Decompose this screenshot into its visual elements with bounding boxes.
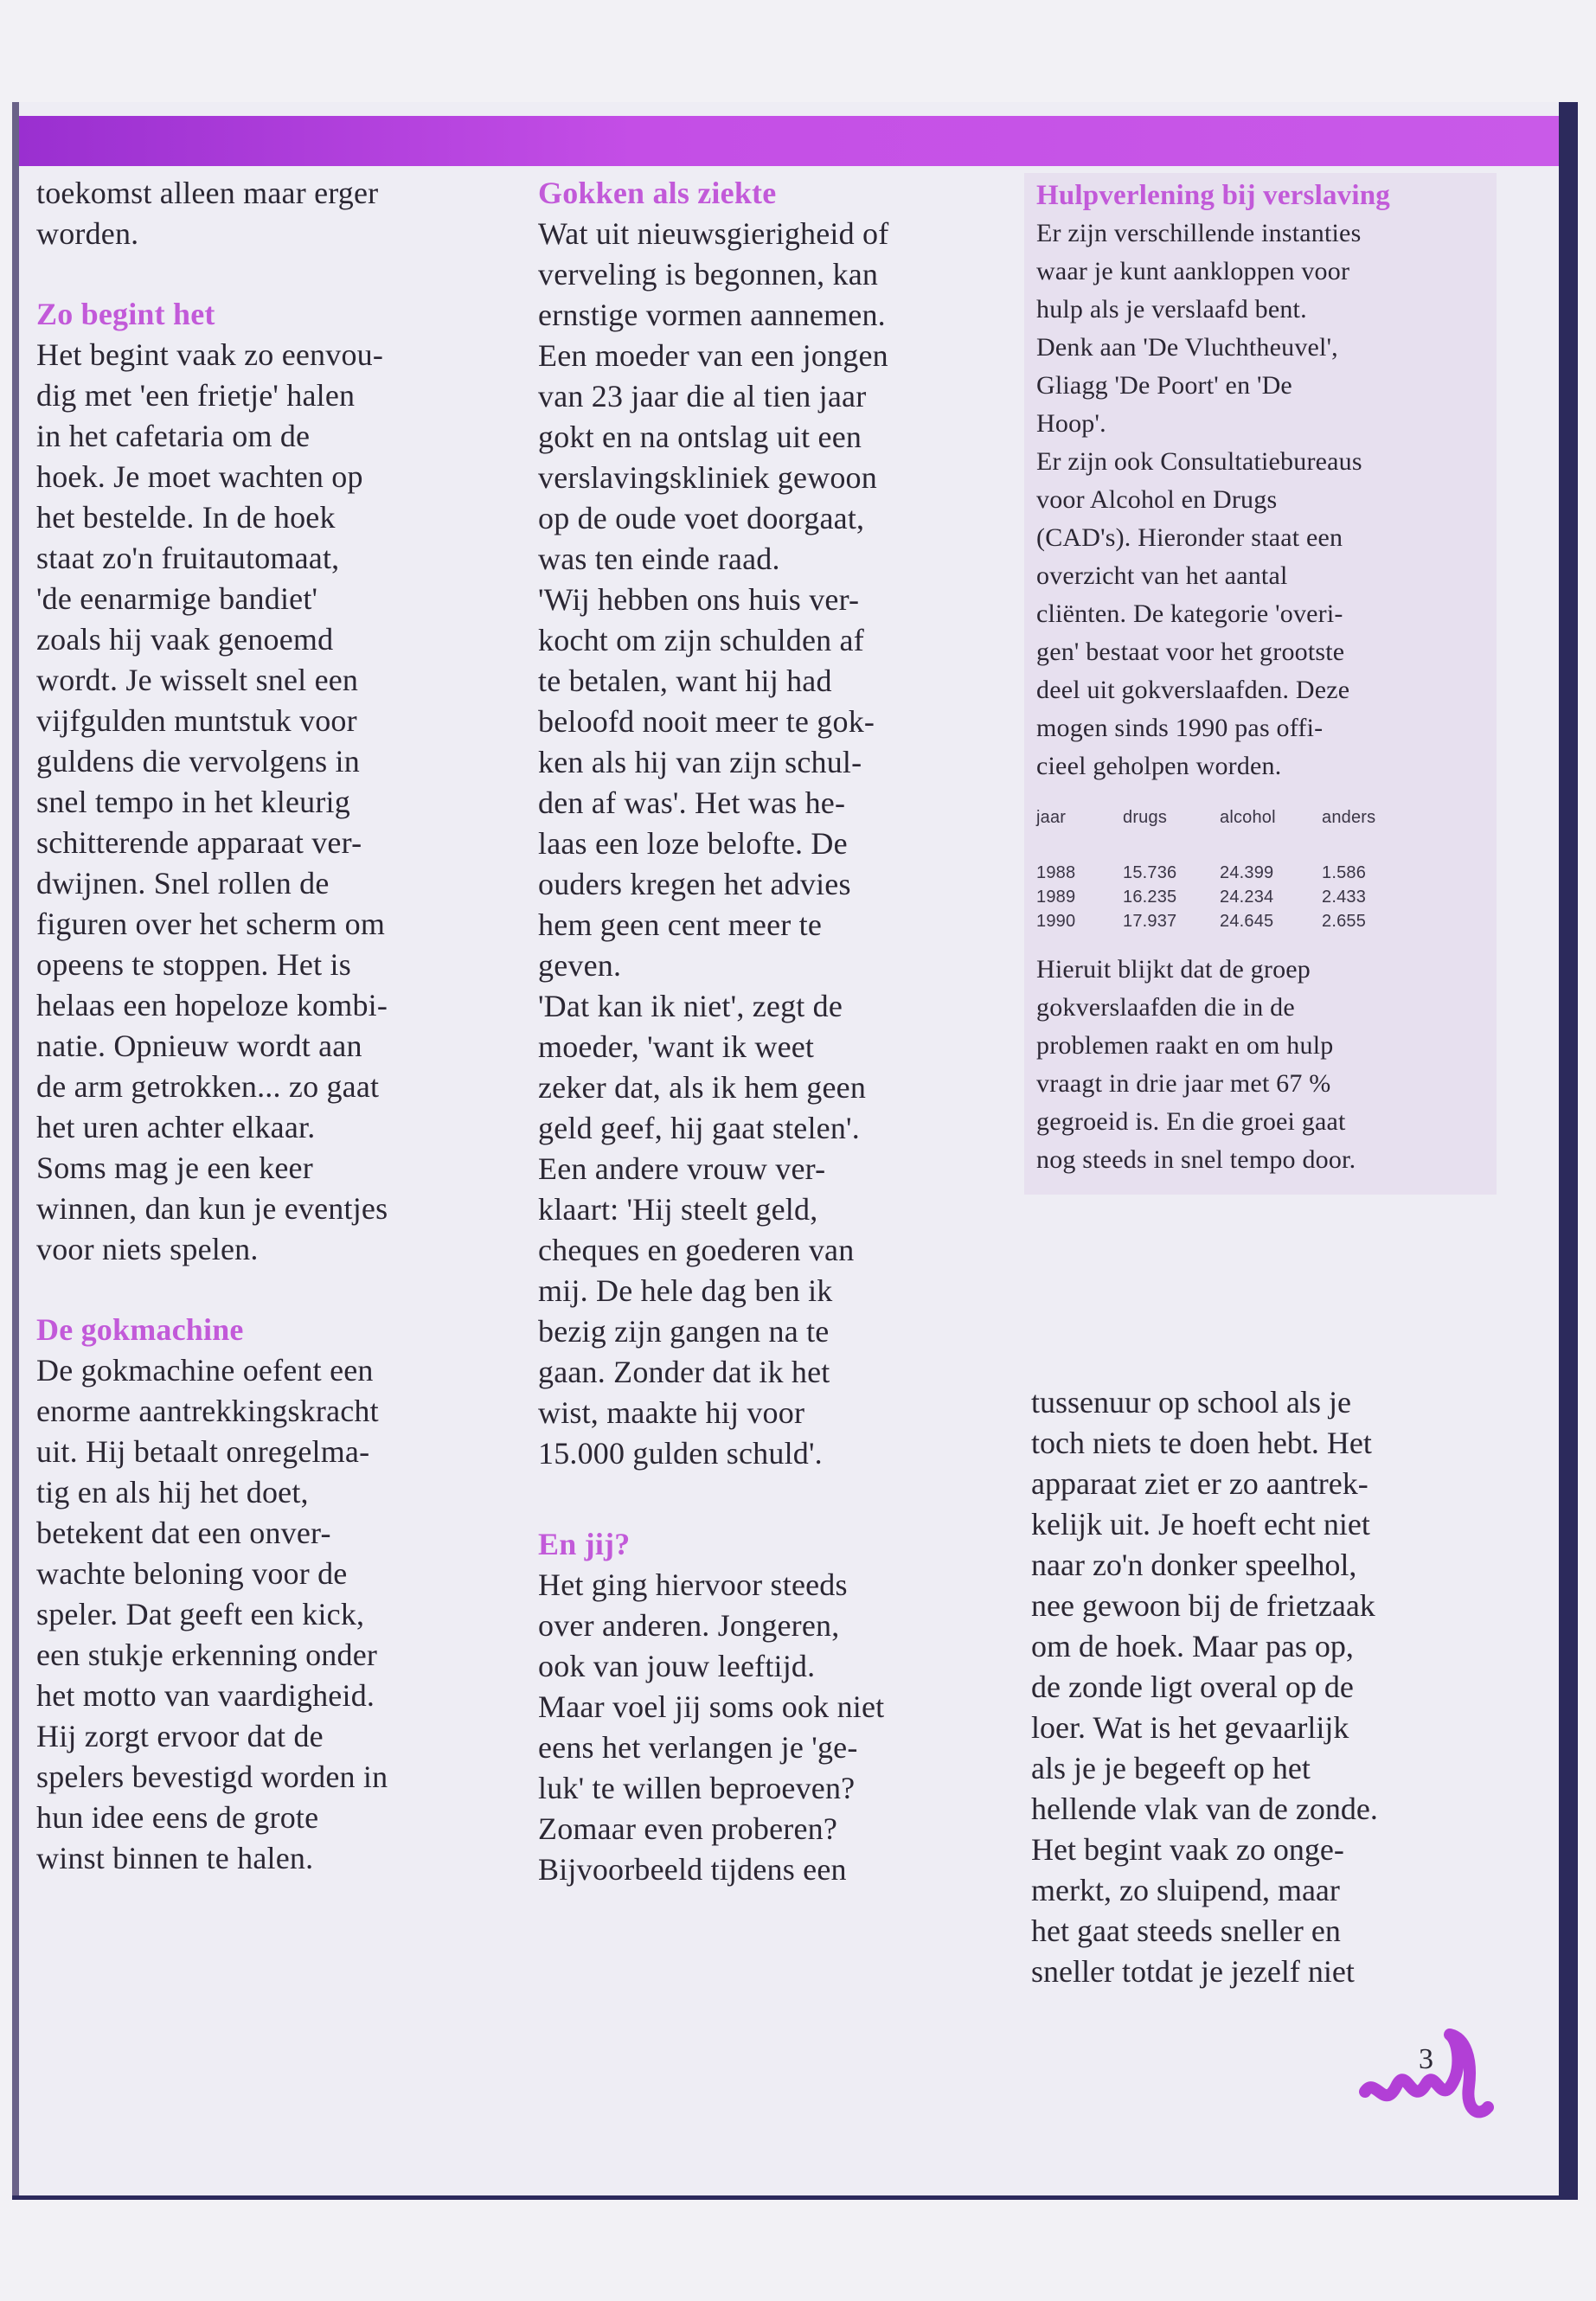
text-line: uit. Hij betaalt onregelma-: [36, 1434, 370, 1469]
table-cell: 24.645: [1220, 912, 1274, 931]
text-line: Hij zorgt ervoor dat de: [36, 1719, 324, 1753]
text-line: Gliagg 'De Poort' en 'De: [1036, 371, 1292, 400]
text-line: de zonde ligt overal op de: [1031, 1670, 1354, 1704]
text-line: De gokmachine oefent een: [36, 1353, 374, 1388]
heading-en-jij: En jij?: [538, 1527, 631, 1561]
text-line: verveling is begonnen, kan: [538, 257, 879, 292]
text-line: tussenuur op school als je: [1031, 1385, 1351, 1420]
paragraph-en-jij: [538, 1565, 988, 1890]
text-line: van 23 jaar die al tien jaar: [538, 379, 867, 413]
text-line: guldens die vervolgens in: [36, 744, 360, 779]
text-line: wordt. Je wisselt snel een: [36, 663, 359, 697]
text-line: voor Alcohol en Drugs: [1036, 485, 1278, 514]
text-line: het gaat steeds sneller en: [1031, 1913, 1341, 1948]
text-line: Wat uit nieuwsgierigheid of: [538, 216, 889, 251]
text-line: problemen raakt en om hulp: [1036, 1031, 1334, 1060]
text-line: 'Dat kan ik niet', zegt de: [538, 989, 843, 1023]
text-line: mogen sinds 1990 pas offi-: [1036, 714, 1324, 742]
text-line: 15.000 gulden schuld'.: [538, 1436, 823, 1471]
text-line: speler. Dat geeft een kick,: [36, 1597, 365, 1631]
text-line: gokt en na ontslag uit een: [538, 420, 862, 454]
text-line: kocht om zijn schulden af: [538, 623, 864, 657]
text-line: tig en als hij het doet,: [36, 1475, 309, 1509]
text-line: verslavingskliniek gewoon: [538, 460, 877, 495]
paragraph-tussenuur: [1031, 1382, 1464, 1992]
text-line: voor niets spelen.: [36, 1232, 259, 1266]
text-line: gegroeid is. En die groei gaat: [1036, 1107, 1346, 1136]
text-line: sneller totdat je jezelf niet: [1031, 1954, 1355, 1989]
text-line: het uren achter elkaar.: [36, 1110, 316, 1144]
table-cell: 2.433: [1322, 888, 1367, 907]
text-line: over anderen. Jongeren,: [538, 1608, 840, 1643]
text-line: 'de eenarmige bandiet': [36, 581, 318, 616]
table-cell: 15.736: [1123, 863, 1177, 882]
text-line: hem geen cent meer te: [538, 907, 823, 942]
text-line: naar zo'n donker speelhol,: [1031, 1548, 1357, 1582]
text-line: waar je kunt aankloppen voor: [1036, 257, 1350, 285]
text-line: mij. De hele dag ben ik: [538, 1273, 833, 1308]
paragraph-zo-begint-het: [36, 335, 495, 1270]
text-line: gaan. Zonder dat ik het: [538, 1355, 830, 1389]
text-line: cheques en goederen van: [538, 1233, 855, 1267]
text-line: Een moeder van een jongen: [538, 338, 888, 373]
text-line: Zomaar even proberen?: [538, 1811, 838, 1846]
text-line: winnen, dan kun je eventjes: [36, 1191, 388, 1226]
text-line: vraagt in drie jaar met 67 %: [1036, 1069, 1331, 1098]
header-color-band: [19, 116, 1559, 166]
text-line: Hieruit blijkt dat de groep: [1036, 955, 1311, 984]
text-line: ouders kregen het advies: [538, 867, 851, 901]
heading-de-gokmachine: De gokmachine: [36, 1312, 244, 1347]
page-number: 3: [1419, 2043, 1433, 2075]
text-line: geld geef, hij gaat stelen'.: [538, 1111, 860, 1145]
table-row: [1036, 861, 1391, 885]
column-3-continued: [1031, 1382, 1464, 1992]
text-line: zeker dat, als ik hem geen: [538, 1070, 867, 1105]
table-cell: 1990: [1036, 912, 1076, 931]
page-edge: [12, 102, 19, 2195]
text-line: betekent dat een onver-: [36, 1516, 331, 1550]
text-line: enorme aantrekkingskracht: [36, 1394, 379, 1428]
text-line: Een andere vrouw ver-: [538, 1151, 826, 1186]
text-line: overzicht van het aantal: [1036, 561, 1288, 590]
text-line: wachte beloning voor de: [36, 1556, 348, 1591]
text-line: als je je begeeft op het: [1031, 1751, 1311, 1785]
table-header-row: [1036, 798, 1391, 861]
header-cell: drugs: [1123, 808, 1168, 827]
table-row: [1036, 885, 1391, 909]
text-line: klaart: 'Hij steelt geld,: [538, 1192, 818, 1227]
text-line: vijfgulden muntstuk voor: [36, 703, 357, 738]
paragraph-gokken-als-ziekte: [538, 214, 988, 1474]
text-line: cliënten. De kategorie 'overi-: [1036, 599, 1343, 628]
text-line: Het begint vaak zo onge-: [1031, 1832, 1344, 1867]
text-line: deel uit gokverslaafden. Deze: [1036, 676, 1350, 704]
table-cell: 17.937: [1123, 912, 1177, 931]
text-line: apparaat ziet er zo aantrek-: [1031, 1466, 1368, 1501]
text-line: in het cafetaria om de: [36, 419, 311, 453]
text-line: hellende vlak van de zonde.: [1031, 1791, 1378, 1826]
text-line: nee gewoon bij de frietzaak: [1031, 1588, 1375, 1623]
text-line: hun idee eens de grote: [36, 1800, 319, 1835]
text-line: den af was'. Het was he-: [538, 785, 846, 820]
text-line: loer. Wat is het gevaarlijk: [1031, 1710, 1349, 1745]
column-1: [36, 173, 495, 1879]
text-line: op de oude voet doorgaat,: [538, 501, 865, 535]
info-box-conclusion: [1036, 951, 1486, 1179]
paragraph-de-gokmachine: [36, 1350, 495, 1879]
text-line: eens het verlangen je 'ge-: [538, 1730, 858, 1765]
info-box-hulpverlening: [1024, 173, 1497, 1195]
text-line: kelijk uit. Je hoeft echt niet: [1031, 1507, 1370, 1541]
text-line: Maar voel jij soms ook niet: [538, 1689, 885, 1724]
table-row: [1036, 909, 1391, 933]
text-line: natie. Opnieuw wordt aan: [36, 1029, 362, 1063]
text-line: Er zijn verschillende instanties: [1036, 219, 1362, 247]
text-line: de arm getrokken... zo gaat: [36, 1069, 380, 1104]
table-cell: 24.399: [1220, 863, 1274, 882]
table-cell: 24.234: [1220, 888, 1274, 907]
text-line: was ten einde raad.: [538, 542, 780, 576]
text-line: dwijnen. Snel rollen de: [36, 866, 330, 901]
table-cell: 1.586: [1322, 863, 1367, 882]
intro-lines: [36, 173, 495, 254]
text-line: dig met 'een frietje' halen: [36, 378, 356, 413]
text-line: nog steeds in snel tempo door.: [1036, 1145, 1356, 1174]
statistics-table: [1036, 798, 1391, 933]
text-line: zoals hij vaak genoemd: [36, 622, 334, 657]
text-line: hulp als je verslaafd bent.: [1036, 295, 1307, 324]
text-line: 'Wij hebben ons huis ver-: [538, 582, 860, 617]
text-line: ernstige vormen aannemen.: [538, 298, 886, 332]
text-line: winst binnen te halen.: [36, 1841, 314, 1875]
text-line: toch niets te doen hebt. Het: [1031, 1426, 1372, 1460]
info-box-text: [1036, 215, 1486, 785]
text-line: snel tempo in het kleurig: [36, 785, 350, 819]
text-line: Soms mag je een keer: [36, 1150, 313, 1185]
text-line: toekomst alleen maar erger: [36, 176, 379, 210]
table-cell: 1989: [1036, 888, 1076, 907]
column-2: [538, 173, 988, 1890]
info-box-title: Hulpverlening bij verslaving: [1036, 180, 1390, 211]
text-line: een stukje erkenning onder: [36, 1638, 378, 1672]
text-line: spelers bevestigd worden in: [36, 1759, 388, 1794]
text-line: beloofd nooit meer te gok-: [538, 704, 875, 739]
text-line: schitterende apparaat ver-: [36, 825, 362, 860]
text-line: staat zo'n fruitautomaat,: [36, 541, 340, 575]
text-line: Denk aan 'De Vluchtheuvel',: [1036, 333, 1338, 362]
heading-gokken-als-ziekte: Gokken als ziekte: [538, 176, 777, 210]
text-line: wist, maakte hij voor: [538, 1395, 805, 1430]
header-cell: jaar: [1036, 808, 1067, 827]
heading-zo-begint-het: Zo begint het: [36, 297, 215, 331]
text-line: Er zijn ook Consultatiebureaus: [1036, 447, 1362, 476]
header-cell: alcohol: [1220, 808, 1276, 827]
text-line: moeder, 'want ik weet: [538, 1029, 815, 1064]
text-line: figuren over het scherm om: [36, 907, 386, 941]
text-line: merkt, zo sluipend, maar: [1031, 1873, 1340, 1907]
text-line: luk' te willen beproeven?: [538, 1771, 856, 1805]
text-line: Het begint vaak zo eenvou-: [36, 337, 384, 372]
text-line: gokverslaafden die in de: [1036, 993, 1295, 1022]
text-line: worden.: [36, 216, 139, 251]
table-cell: 1988: [1036, 863, 1076, 882]
table-cell: 2.655: [1322, 912, 1367, 931]
text-line: bezig zijn gangen na te: [538, 1314, 830, 1349]
text-line: te betalen, want hij had: [538, 663, 832, 698]
column-3: [1031, 173, 1464, 1195]
text-line: Hoop'.: [1036, 409, 1106, 438]
text-line: Bijvoorbeeld tijdens een: [538, 1852, 847, 1887]
text-line: ken als hij van zijn schul-: [538, 745, 862, 779]
text-line: helaas een hopeloze kombi-: [36, 988, 388, 1022]
text-line: cieel geholpen worden.: [1036, 752, 1282, 780]
header-cell: anders: [1322, 808, 1376, 827]
text-line: (CAD's). Hieronder staat een: [1036, 523, 1343, 552]
text-line: om de hoek. Maar pas op,: [1031, 1629, 1354, 1663]
text-line: het motto van vaardigheid.: [36, 1678, 375, 1713]
text-line: Het ging hiervoor steeds: [538, 1567, 848, 1602]
text-line: het bestelde. In de hoek: [36, 500, 336, 535]
table-cell: 16.235: [1123, 888, 1177, 907]
text-line: laas een loze belofte. De: [538, 826, 848, 861]
text-line: geven.: [538, 948, 622, 983]
text-line: gen' bestaat voor het grootste: [1036, 638, 1345, 666]
text-line: hoek. Je moet wachten op: [36, 459, 363, 494]
text-line: ook van jouw leeftijd.: [538, 1649, 816, 1683]
text-line: opeens te stoppen. Het is: [36, 947, 351, 982]
squiggle-logo-icon: [1358, 2024, 1497, 2128]
